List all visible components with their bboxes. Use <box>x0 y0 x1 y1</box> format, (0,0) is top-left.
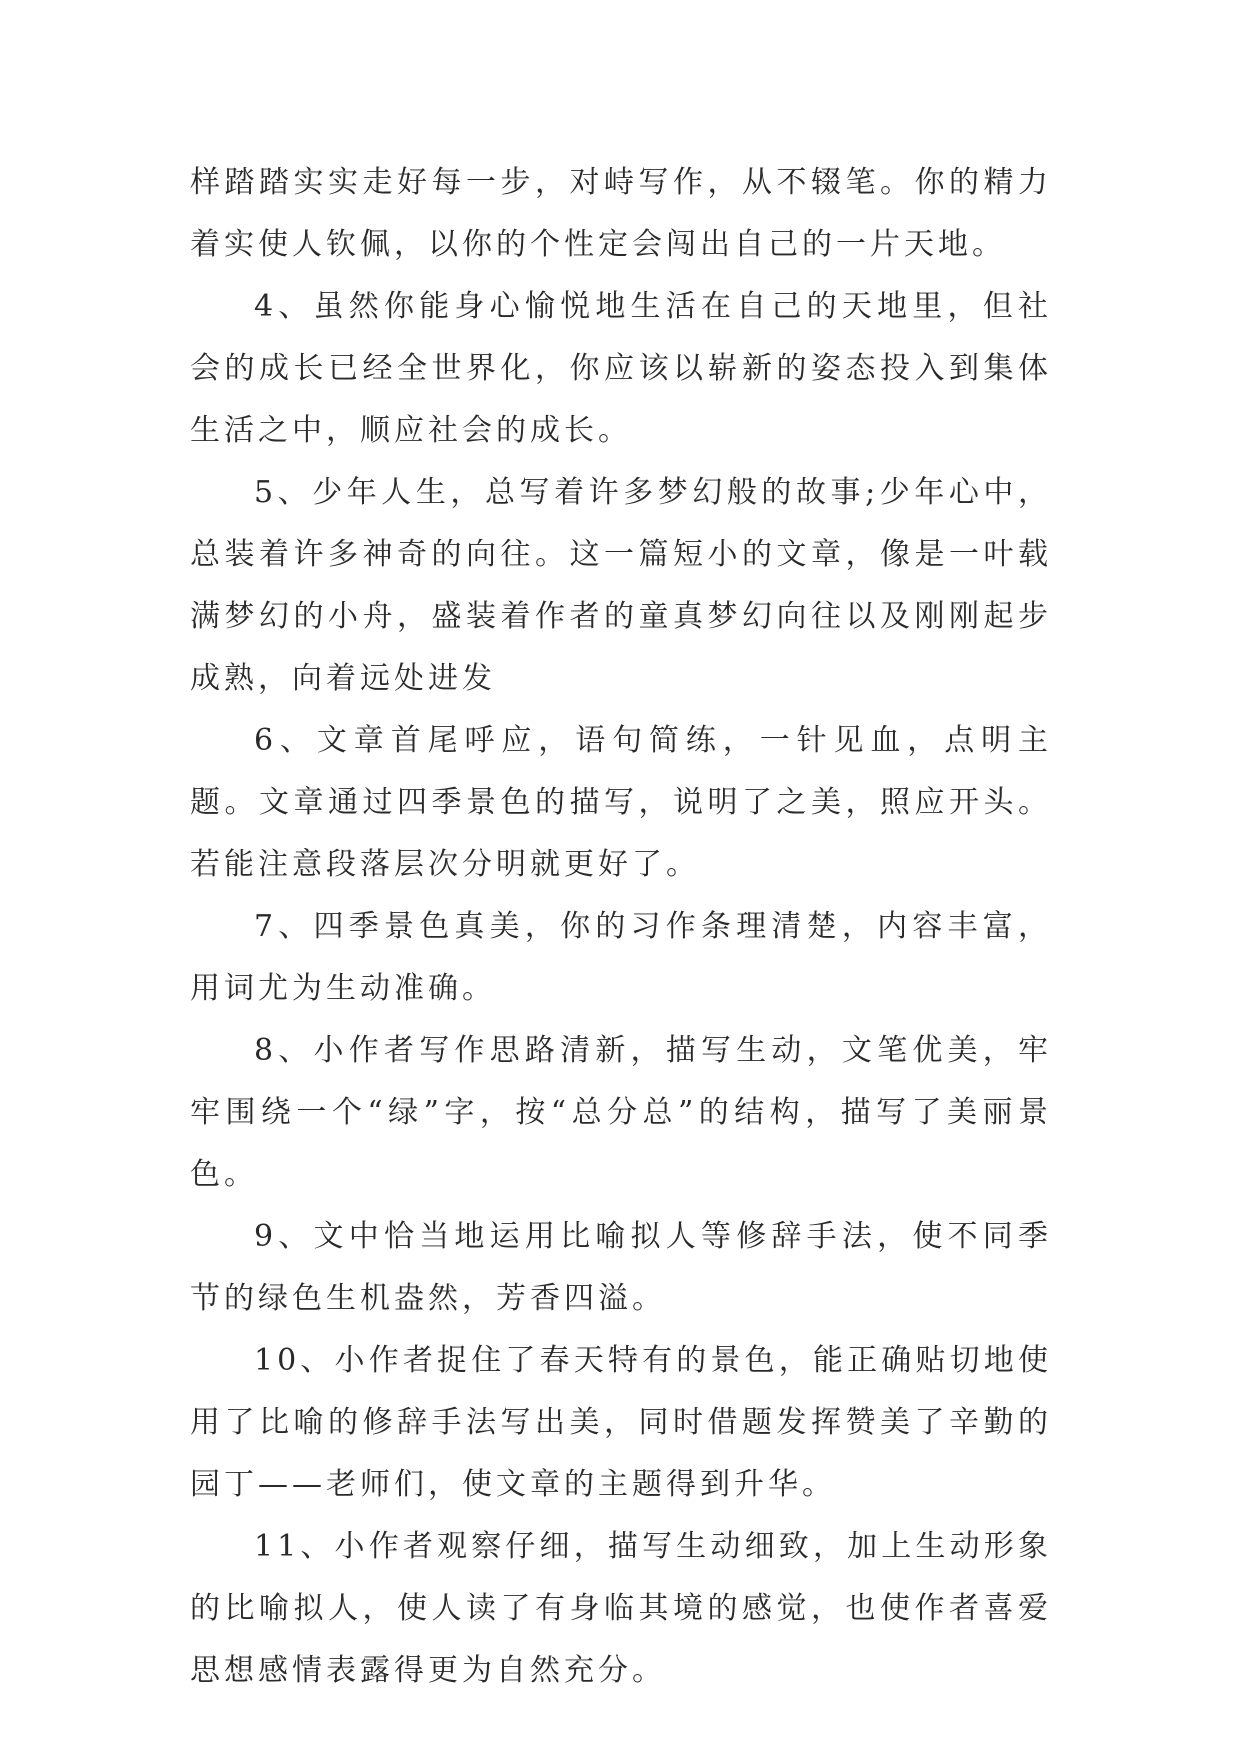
paragraph-item-9: 9、文中恰当地运用比喻拟人等修辞手法，使不同季节的绿色生机盎然，芳香四溢。 <box>190 1219 1052 1316</box>
paragraph-item-10: 10、小作者捉住了春天特有的景色，能正确贴切地使用了比喻的修辞手法写出美，同时借题发挥赞美了辛勤的园丁——老师们，使文章的主题得到升华。 <box>190 1343 1052 1502</box>
paragraph-continuation: 样踏踏实实走好每一步，对峙写作，从不辍笔。你的精力着实使人钦佩，以你的个性定会闯出自己的一片天地。 <box>190 165 1052 262</box>
document-body <box>190 152 1052 1702</box>
paragraph-item-6: 6、文章首尾呼应，语句简练，一针见血，点明主题。文章通过四季景色的描写，说明了之美，照应开头。若能注意段落层次分明就更好了。 <box>190 723 1052 882</box>
paragraph-item-11: 11、小作者观察仔细，描写生动细致，加上生动形象的比喻拟人，使人读了有身临其境的感觉，也使作者喜爱思想感情表露得更为自然充分。 <box>190 1529 1052 1688</box>
paragraph-item-5: 5、少年人生，总写着许多梦幻般的故事;少年心中，总装着许多神奇的向往。这一篇短小的文章，像是一叶载满梦幻的小舟，盛装着作者的童真梦幻向往以及刚刚起步成熟，向着远处进发 <box>190 475 1052 696</box>
paragraph-item-4: 4、虽然你能身心愉悦地生活在自己的天地里，但社会的成长已经全世界化，你应该以崭新的姿态投入到集体生活之中，顺应社会的成长。 <box>190 289 1052 448</box>
paragraph-item-8: 8、小作者写作思路清新，描写生动，文笔优美，牢牢围绕一个“绿”字，按“总分总”的结构，描写了美丽景色。 <box>190 1033 1052 1192</box>
paragraph-item-7: 7、四季景色真美，你的习作条理清楚，内容丰富，用词尤为生动准确。 <box>190 909 1052 1006</box>
